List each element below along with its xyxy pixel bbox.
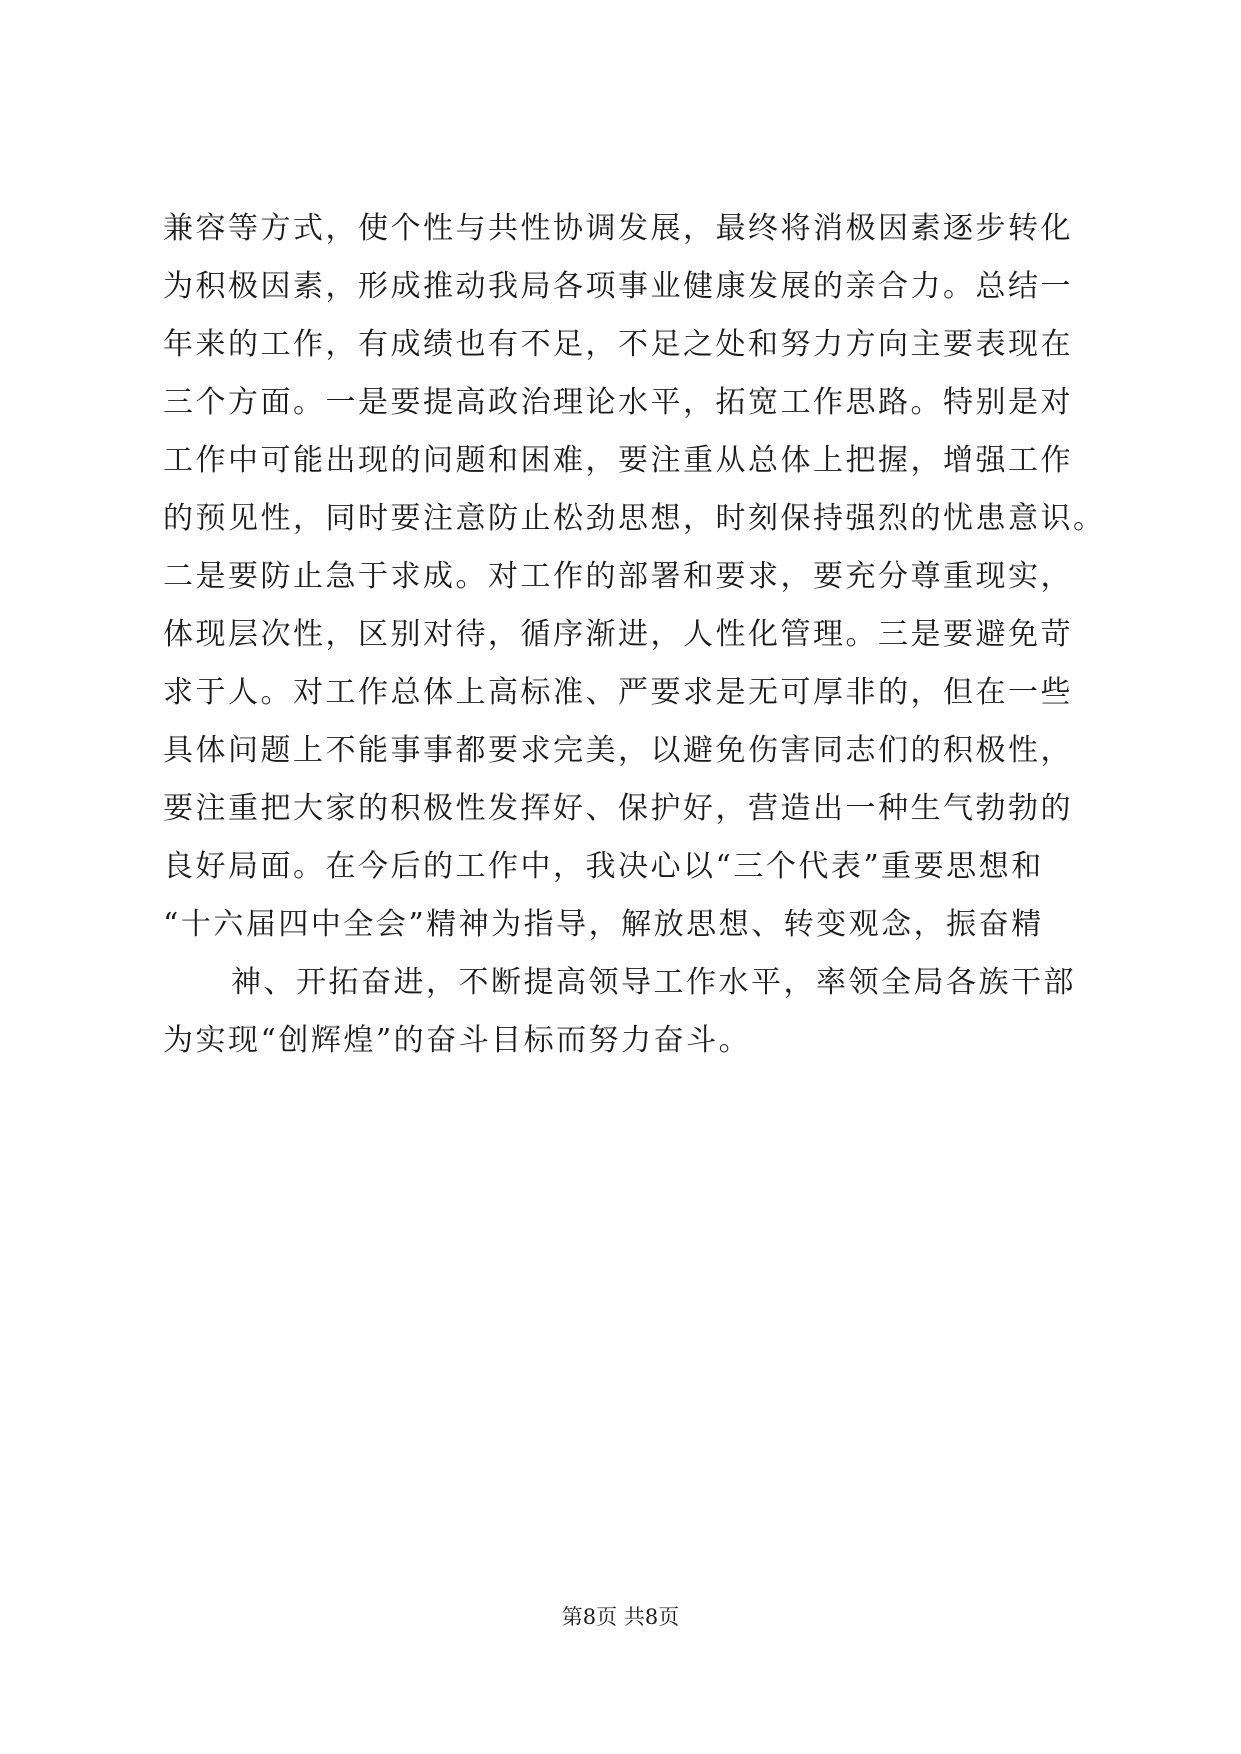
text-line: 求于人。对工作总体上高标准、严要求是无可厚非的，但在一些 [163,675,1073,710]
text-line: 工作中可能出现的问题和困难，要注重从总体上把握，增强工作 [163,443,1073,478]
text-line: 年来的工作，有成绩也有不足，不足之处和努力方向主要表现在 [163,327,1073,362]
body-text [163,200,1106,1070]
text-line: 为积极因素，形成推动我局各项事业健康发展的亲合力。总结一 [163,269,1073,304]
text-line: 二是要防止急于求成。对工作的部署和要求，要充分尊重现实， [163,559,1073,594]
text-line: “十六届四中全会”精神为指导，解放思想、转变观念，振奋精 [163,907,1044,942]
text-line: 具体问题上不能事事都要求完美，以避免伤害同志们的积极性， [163,733,1073,768]
page-number-footer: 第8页 共8页 [561,1605,680,1629]
text-line: 良好局面。在今后的工作中，我决心以“三个代表”重要思想和 [163,849,1044,884]
text-line-indented: 神、开拓奋进，不断提高领导工作水平，率领全局各族干部 [231,965,1076,1000]
text-line: 兼容等方式，使个性与共性协调发展，最终将消极因素逐步转化 [163,211,1073,246]
text-line: 要注重把大家的积极性发挥好、保护好，营造出一种生气勃勃的 [163,791,1073,826]
text-line: 为实现“创辉煌”的奋斗目标而努力奋斗。 [163,1023,752,1058]
text-line: 的预见性，同时要注意防止松劲思想，时刻保持强烈的忧患意识。 [163,501,1106,536]
text-line: 体现层次性，区别对待，循序渐进，人性化管理。三是要避免苛 [163,617,1073,652]
text-line: 三个方面。一是要提高政治理论水平，拓宽工作思路。特别是对 [163,385,1073,420]
